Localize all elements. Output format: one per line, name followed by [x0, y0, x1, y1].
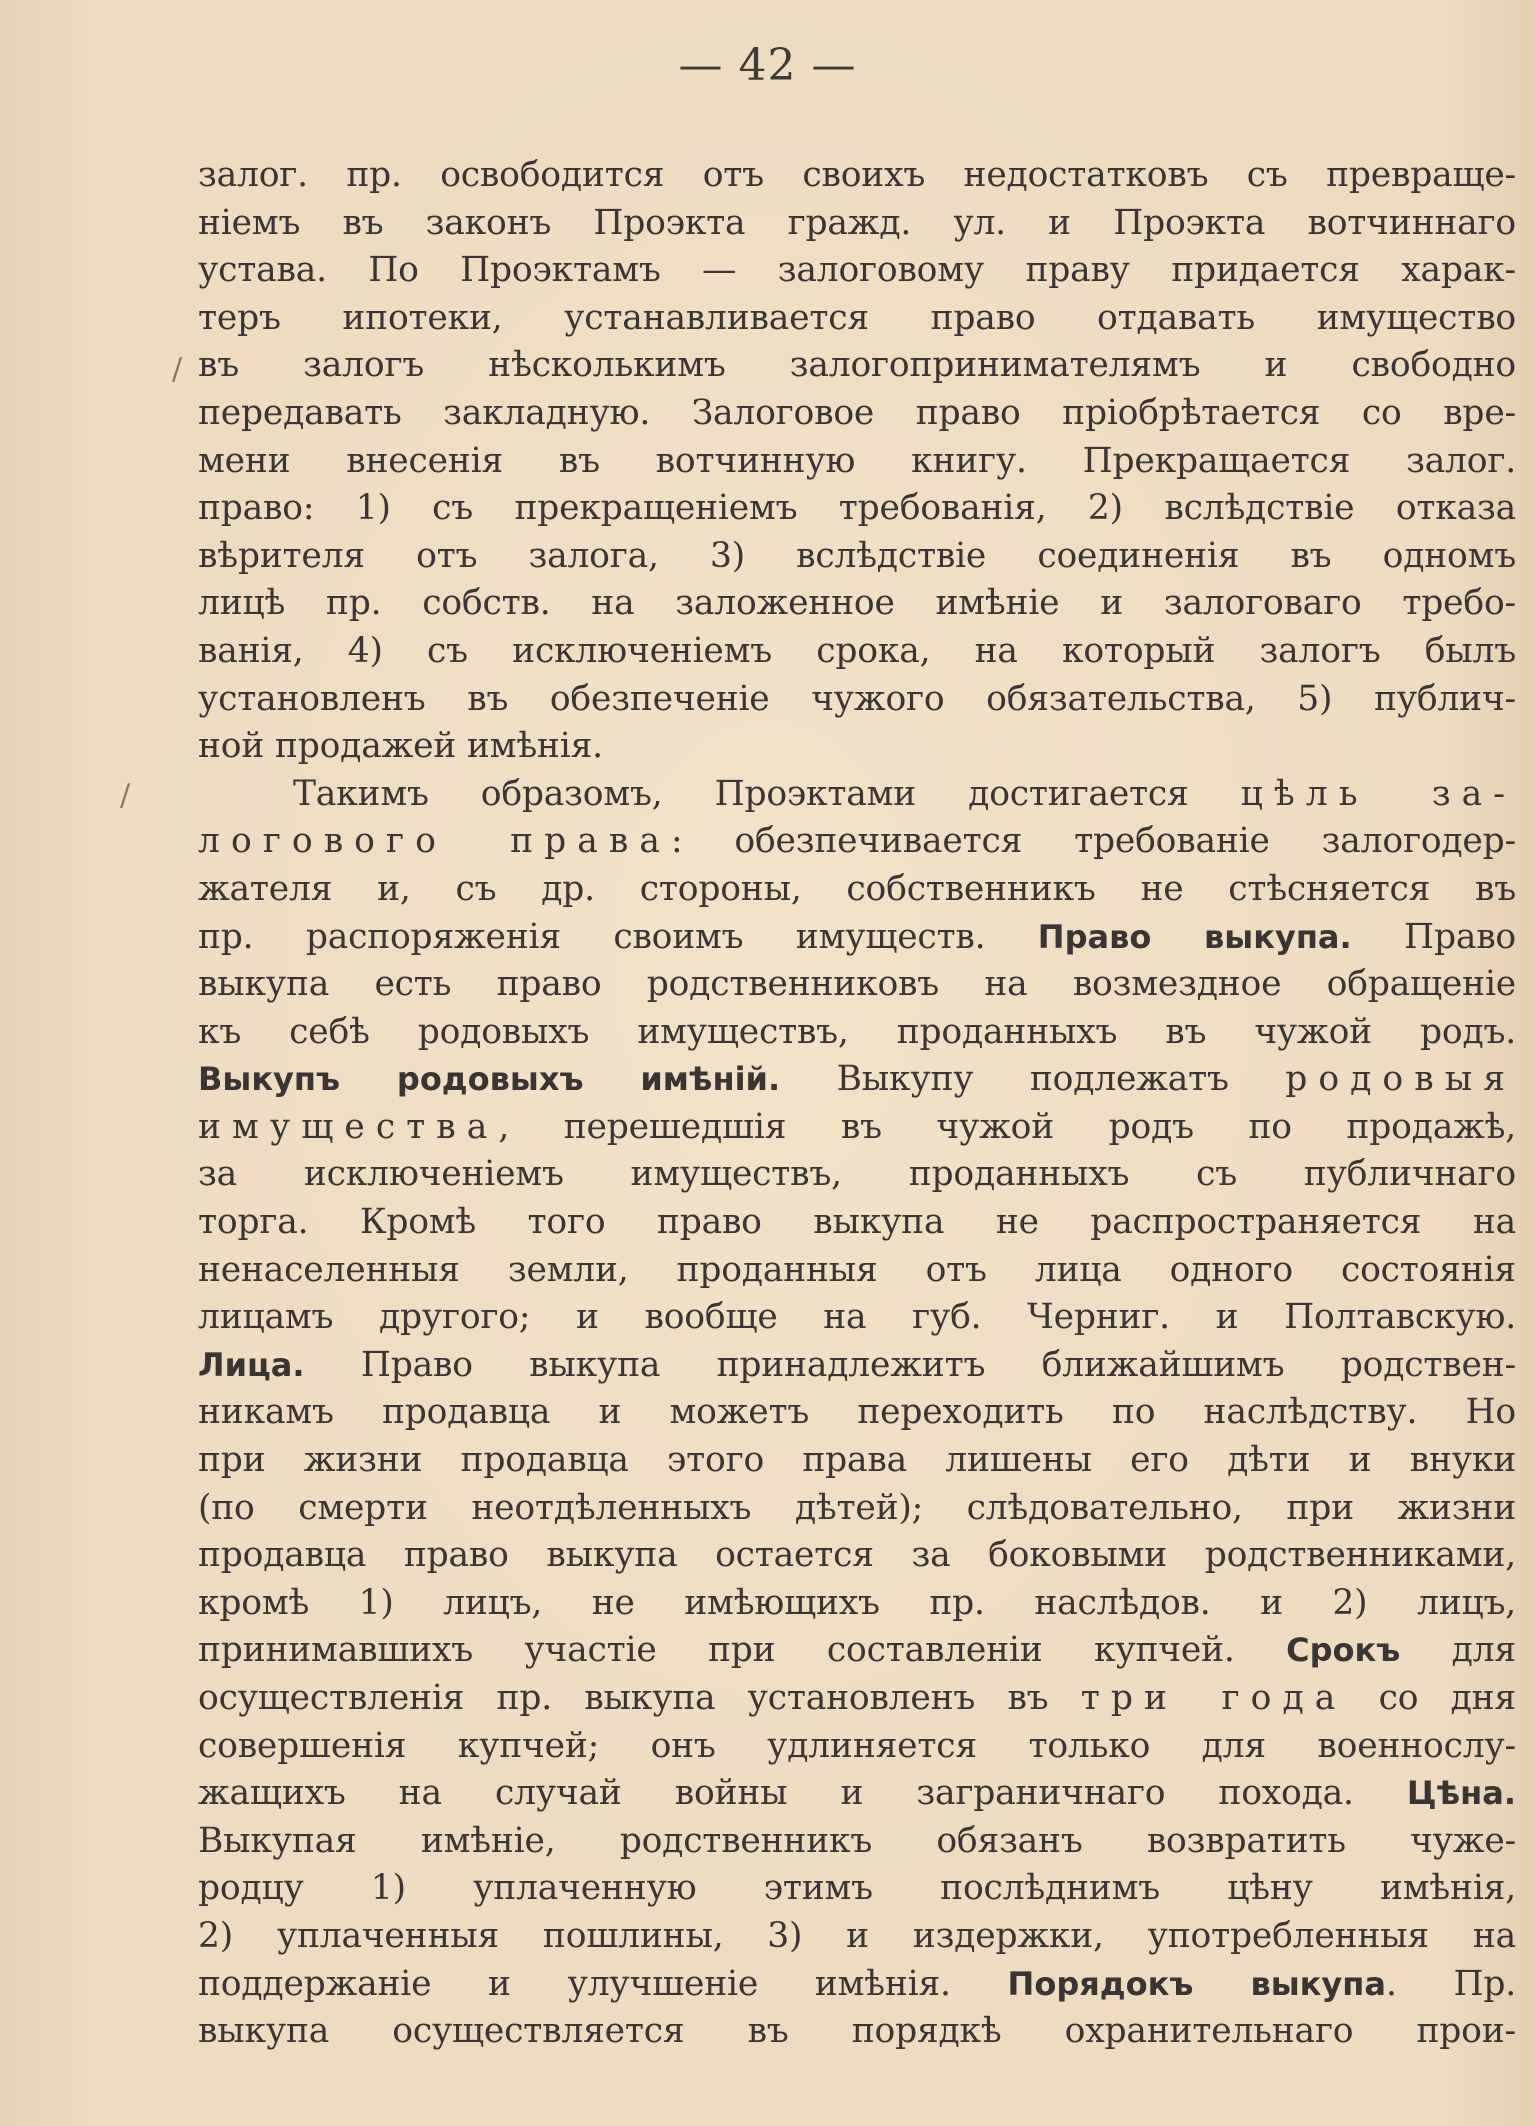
text-line	[198, 1009, 1516, 1057]
text-run: за исключеніемъ имуществъ, проданныхъ съ публичнаго	[198, 1154, 1516, 1195]
text-line	[198, 438, 1516, 486]
text-run: торга. Кромѣ того право выкупа не распространяется на	[198, 1202, 1516, 1243]
text-run: совершенія купчей; онъ удлиняется только для военнослу-	[198, 1725, 1516, 1766]
text-line	[198, 866, 1516, 914]
text-run: жателя и, съ др. стороны, собственникъ не стѣсняется въ	[198, 868, 1516, 909]
text-run: лицамъ другого; и вообще на губ. Черниг. и Полтавскую.	[198, 1297, 1516, 1338]
text-line	[198, 1151, 1516, 1199]
text-run: со дня	[1346, 1678, 1516, 1718]
text-line	[198, 390, 1516, 438]
text-run: при жизни продавца этого права лишены его дѣти и внуки	[198, 1440, 1516, 1481]
text-line	[198, 200, 1516, 248]
page-number: — 42 —	[678, 40, 857, 91]
text-run: въ залогъ нѣсколькимъ залогопринимателямъ и свободно	[198, 345, 1516, 386]
text-run: родцу 1) уплаченную этимъ послѣднимъ цѣну имѣнія,	[198, 1868, 1516, 1909]
text-run: Право выкупа принадлежитъ ближайшимъ родствен-	[304, 1344, 1516, 1385]
text-run: ненаселенныя земли, проданныя отъ лица одного состоянія	[198, 1249, 1516, 1290]
text-line	[198, 1913, 1516, 1961]
text-run: : обезпечивается требованіе залогодер-	[670, 821, 1516, 862]
text-run: Выкупу подлежатъ	[780, 1059, 1286, 1100]
text-line	[198, 1818, 1516, 1866]
text-run: Выкупая имѣніе, родственникъ обязанъ возвратить чуже-	[198, 1820, 1516, 1861]
section-heading: Право выкупа.	[1037, 917, 1352, 956]
text-line	[198, 818, 1516, 866]
text-run: передавать закладную. Залоговое право пріобрѣтается со вре-	[198, 392, 1516, 433]
text-run: никамъ продавца и можетъ переходить по наслѣдству. Но	[198, 1392, 1516, 1433]
text-line	[198, 533, 1516, 581]
text-line	[198, 485, 1516, 533]
text-line	[198, 1294, 1516, 1342]
text-line	[198, 1247, 1516, 1295]
text-line	[198, 342, 1516, 390]
emphasized-text: цѣль за-	[1240, 773, 1516, 814]
text-line	[198, 961, 1516, 1009]
text-line	[198, 1056, 1516, 1104]
text-run: жащихъ на случай войны и заграничнаго похода.	[198, 1773, 1407, 1814]
text-line	[198, 580, 1516, 628]
text-run: выкупа осуществляется въ порядкѣ охранительнаго прои-	[198, 2011, 1516, 2052]
text-line	[198, 1389, 1516, 1437]
text-line	[198, 723, 1516, 771]
text-run: мени внесенія въ вотчинную книгу. Прекращается залог.	[198, 440, 1516, 481]
text-run: къ себѣ родовыхъ имуществъ, проданныхъ въ чужой родъ.	[198, 1011, 1516, 1052]
text-run: ной продажей имѣнія.	[198, 726, 603, 767]
text-line	[198, 1580, 1516, 1628]
text-run: Такимъ образомъ, Проэктами достигается	[293, 773, 1241, 814]
text-line	[198, 152, 1516, 200]
text-run: Право	[1351, 916, 1516, 957]
text-line	[198, 295, 1516, 343]
section-heading: Цѣна.	[1406, 1774, 1516, 1813]
text-run: устава. По Проэктамъ — залоговому праву придается харак-	[198, 250, 1516, 291]
text-line	[198, 1723, 1516, 1771]
text-line	[198, 1342, 1516, 1390]
text-line	[198, 628, 1516, 676]
text-line	[198, 1865, 1516, 1913]
text-line	[198, 247, 1516, 295]
text-line	[198, 1485, 1516, 1533]
text-line	[198, 1961, 1516, 2009]
text-run: пр. распоряженія своимъ имуществ.	[198, 916, 1038, 957]
section-heading: Выкупъ родовыхъ имѣній.	[198, 1060, 781, 1099]
text-run: выкупа есть право родственниковъ на возмездное обращеніе	[198, 964, 1516, 1005]
text-run: ванія, 4) съ исключеніемъ срока, на который залогъ былъ	[198, 630, 1516, 671]
text-run: право: 1) съ прекращеніемъ требованія, 2) вслѣдствіе отказа	[198, 488, 1516, 529]
text-run: лицѣ пр. собств. на заложенное имѣніе и залоговаго требо-	[198, 583, 1516, 624]
emphasized-text: три года	[1080, 1678, 1347, 1718]
emphasized-text: родовыя	[1285, 1059, 1516, 1100]
emphasized-text: имущества	[198, 1106, 499, 1147]
text-line	[198, 771, 1516, 819]
text-run: для	[1400, 1630, 1516, 1671]
text-line	[198, 1627, 1516, 1675]
text-line	[198, 2008, 1516, 2056]
body-text	[198, 152, 1516, 2056]
text-run: вѣрителя отъ залога, 3) вслѣдствіе соединенія въ одномъ	[198, 535, 1516, 576]
section-heading: Порядокъ выкупа	[1007, 1964, 1386, 2003]
text-run: поддержаніе и улучшеніе имѣнія.	[198, 1963, 1008, 2004]
text-line	[198, 914, 1516, 962]
text-run: кромѣ 1) лицъ, не имѣющихъ пр. наслѣдов. и 2) лицъ,	[198, 1582, 1516, 1623]
text-run: осуществленія пр. выкупа установленъ въ	[198, 1678, 1081, 1718]
section-heading: Срокъ	[1286, 1631, 1401, 1670]
text-line	[198, 1437, 1516, 1485]
text-line	[198, 1770, 1516, 1818]
text-run: , перешедшія въ чужой родъ по продажѣ,	[498, 1106, 1516, 1147]
text-run: теръ ипотеки, устанавливается право отдавать имущество	[198, 297, 1516, 338]
text-run: (по смерти неотдѣленныхъ дѣтей); слѣдовательно, при жизни	[198, 1487, 1516, 1528]
text-line	[198, 1532, 1516, 1580]
text-run: принимавшихъ участіе при составленіи купчей.	[198, 1630, 1287, 1671]
text-run: продавца право выкупа остается за боковыми родственниками,	[198, 1535, 1516, 1576]
text-line	[198, 1199, 1516, 1247]
margin-pencil-mark: /	[172, 352, 183, 387]
text-line	[198, 1104, 1516, 1152]
text-run: установленъ въ обезпеченіе чужого обязательства, 5) публич-	[198, 678, 1516, 719]
margin-pencil-mark: /	[120, 778, 131, 813]
emphasized-text: логового права	[198, 821, 671, 862]
text-run: ніемъ въ законъ Проэкта гражд. ул. и Проэкта вотчиннаго	[198, 202, 1516, 243]
section-heading: Лица.	[198, 1345, 305, 1384]
text-run: 2) уплаченныя пошлины, 3) и издержки, употребленныя на	[198, 1915, 1516, 1956]
text-line	[198, 676, 1516, 724]
text-run: залог. пр. освободится отъ своихъ недостатковъ съ превраще-	[198, 155, 1516, 195]
text-run: . Пр.	[1385, 1963, 1516, 2004]
text-line	[198, 1675, 1516, 1723]
